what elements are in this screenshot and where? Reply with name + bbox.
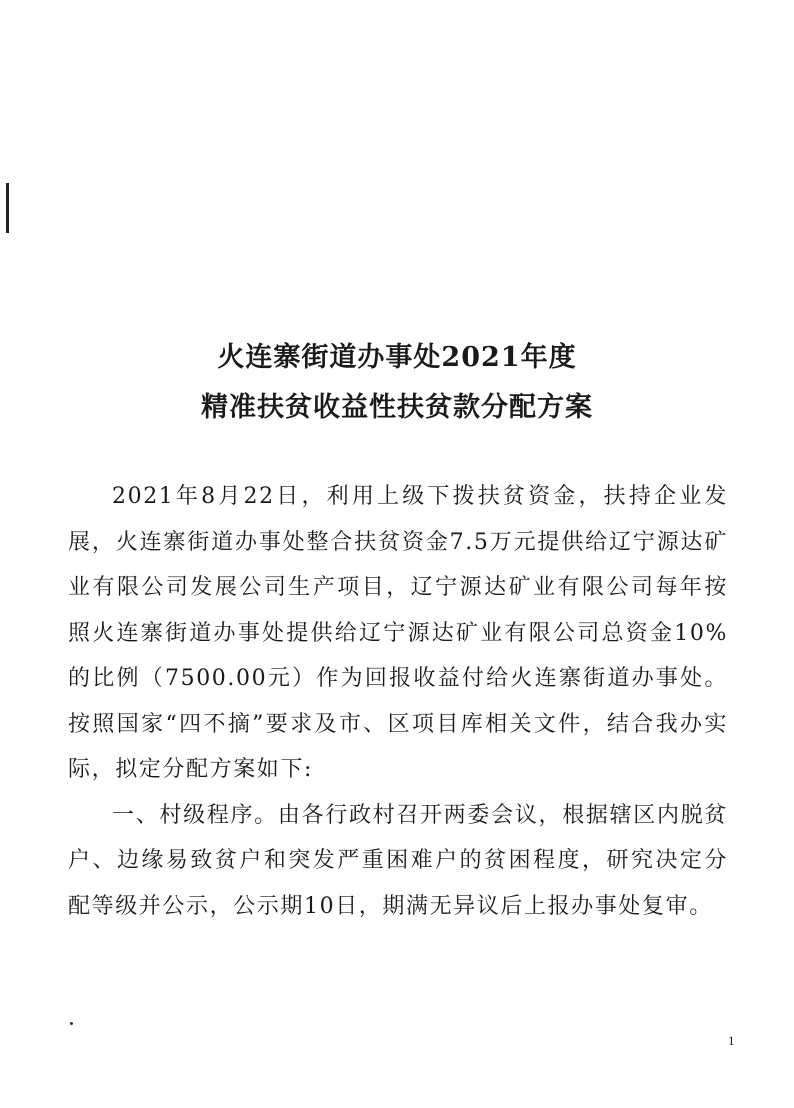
scan-dot	[70, 1022, 73, 1025]
paragraph-village-procedure: 一、村级程序。由各行政村召开两委会议，根据辖区内脱贫户、边缘易致贫户和突发严重困难户的贫困程度，研究决定分配等级并公示，公示期10日，期满无异议后上报办事处复审。	[68, 802, 728, 919]
page-number: 1	[728, 1033, 735, 1048]
paragraph-intro: 2021年8月22日，利用上级下拨扶贫资金，扶持企业发展，火连寨街道办事处整合扶贫资金7.5万元提供给辽宁源达矿业有限公司发展公司生产项目，辽宁源达矿业有限公司每年按照火连寨街道办事处提供给辽宁源达矿业有限公司总资金10%的比例（7500.00元）作为回报收益付给火连寨街道办事处。按照国家“四不摘”要求及市、区项目库相关文件，结合我办实际，拟定分配方案如下:	[68, 484, 728, 782]
document-title-line-2: 精准扶贫收益性扶贫款分配方案	[201, 392, 593, 423]
document-title-line-1: 火连寨街道办事处2021年度	[217, 342, 577, 373]
document-body	[68, 474, 728, 929]
scan-edge-mark	[6, 183, 9, 233]
